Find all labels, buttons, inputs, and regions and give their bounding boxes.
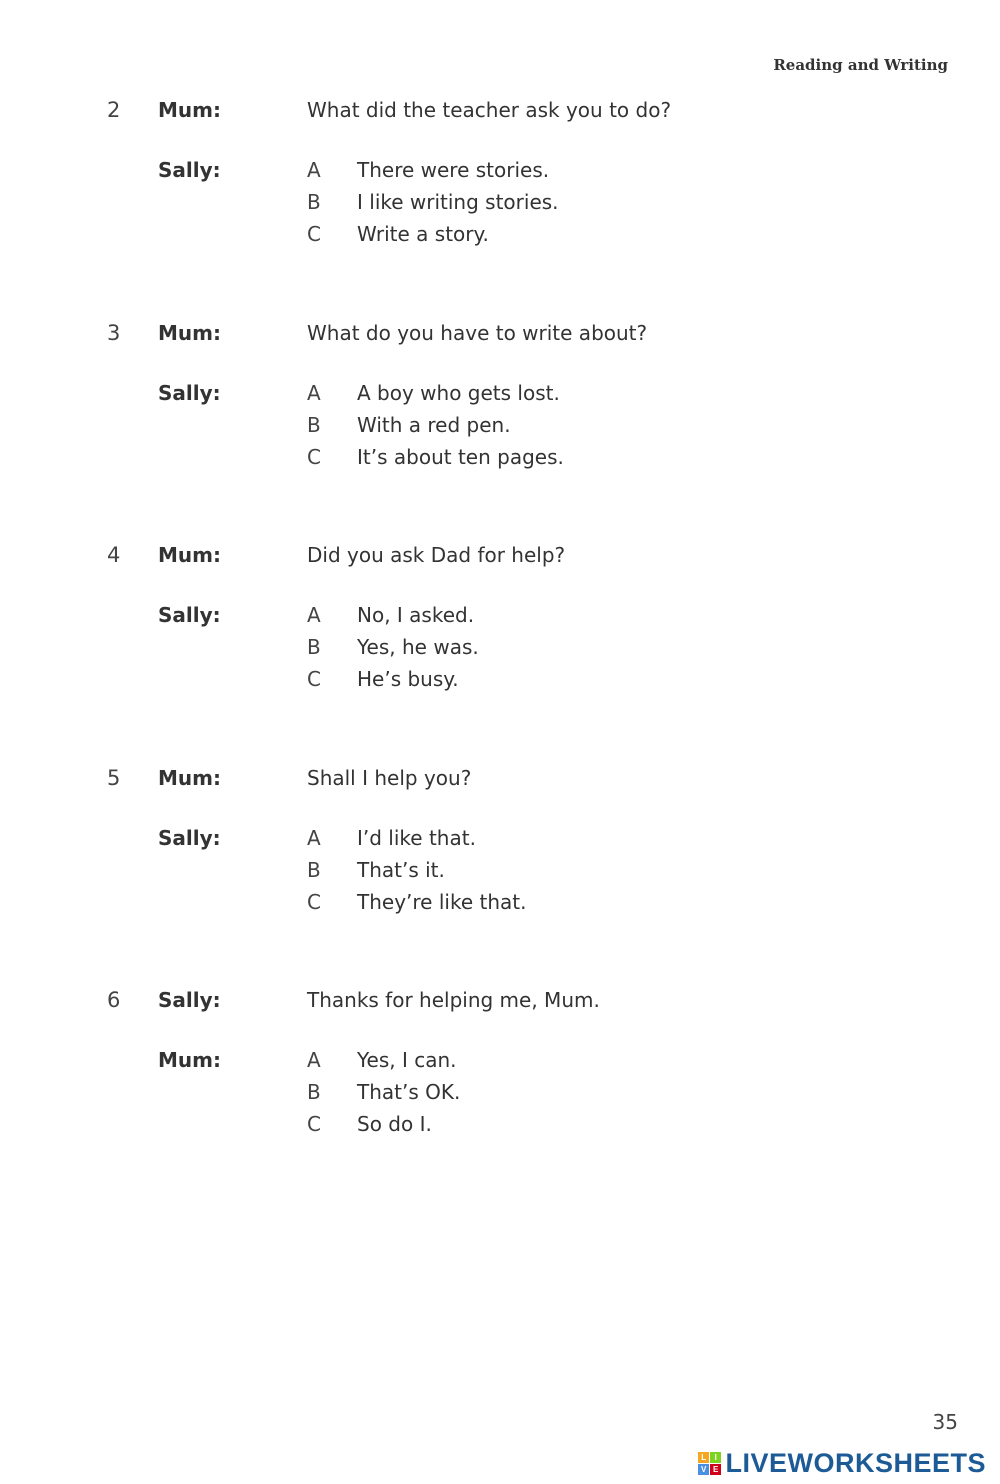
question-prompt: What did the teacher ask you to do? bbox=[307, 98, 672, 122]
speaker-name: Mum: bbox=[158, 543, 221, 567]
option-text: No, I asked. bbox=[357, 603, 475, 627]
option-letter: A bbox=[307, 603, 321, 627]
option-text: They’re like that. bbox=[357, 890, 527, 914]
question-number: 2 bbox=[107, 98, 121, 122]
option-text: Yes, he was. bbox=[357, 635, 479, 659]
answer-option[interactable] bbox=[307, 1048, 457, 1072]
responder-name: Mum: bbox=[158, 1048, 221, 1072]
speaker-name: Mum: bbox=[158, 766, 221, 790]
option-text: There were stories. bbox=[357, 158, 550, 182]
responder-name: Sally: bbox=[158, 381, 221, 405]
answer-option[interactable] bbox=[307, 381, 560, 405]
logo-square: I bbox=[710, 1452, 721, 1463]
option-letter: B bbox=[307, 190, 321, 214]
logo-square: V bbox=[698, 1464, 709, 1475]
answer-option[interactable] bbox=[307, 1080, 460, 1104]
option-letter: A bbox=[307, 381, 321, 405]
option-letter: B bbox=[307, 413, 321, 437]
option-letter: A bbox=[307, 1048, 321, 1072]
question-number: 3 bbox=[107, 321, 121, 345]
question-prompt: What do you have to write about? bbox=[307, 321, 648, 345]
option-letter: C bbox=[307, 667, 321, 691]
option-letter: B bbox=[307, 1080, 321, 1104]
answer-option[interactable] bbox=[307, 667, 459, 691]
section-title: Reading and Writing bbox=[773, 56, 948, 74]
answer-option[interactable] bbox=[307, 826, 476, 850]
option-text: Yes, I can. bbox=[357, 1048, 457, 1072]
responder-name: Sally: bbox=[158, 158, 221, 182]
logo-square: L bbox=[698, 1452, 709, 1463]
option-text: That’s it. bbox=[357, 858, 445, 882]
answer-option[interactable] bbox=[307, 603, 474, 627]
question-prompt: Thanks for helping me, Mum. bbox=[307, 988, 600, 1012]
answer-option[interactable] bbox=[307, 890, 526, 914]
question-number: 6 bbox=[107, 988, 121, 1012]
speaker-name: Mum: bbox=[158, 321, 221, 345]
answer-option[interactable] bbox=[307, 858, 445, 882]
option-text: I like writing stories. bbox=[357, 190, 559, 214]
answer-option[interactable] bbox=[307, 222, 489, 246]
answer-option[interactable] bbox=[307, 635, 479, 659]
brand-logo[interactable] bbox=[698, 1448, 986, 1479]
option-letter: C bbox=[307, 890, 321, 914]
responder-name: Sally: bbox=[158, 603, 221, 627]
liveworksheets-logo-icon bbox=[698, 1452, 721, 1475]
logo-square: E bbox=[710, 1464, 721, 1475]
question-number: 4 bbox=[107, 543, 121, 567]
option-letter: C bbox=[307, 222, 321, 246]
page-number: 35 bbox=[932, 1410, 958, 1434]
option-text: Write a story. bbox=[357, 222, 489, 246]
answer-option[interactable] bbox=[307, 413, 511, 437]
option-text: I’d like that. bbox=[357, 826, 476, 850]
option-text: A boy who gets lost. bbox=[357, 381, 560, 405]
answer-option[interactable] bbox=[307, 190, 559, 214]
option-letter: C bbox=[307, 1112, 321, 1136]
option-letter: A bbox=[307, 826, 321, 850]
option-letter: C bbox=[307, 445, 321, 469]
option-letter: B bbox=[307, 858, 321, 882]
responder-name: Sally: bbox=[158, 826, 221, 850]
brand-name: LIVEWORKSHEETS bbox=[725, 1448, 986, 1478]
speaker-name: Sally: bbox=[158, 988, 221, 1012]
option-text: So do I. bbox=[357, 1112, 432, 1136]
option-text: With a red pen. bbox=[357, 413, 511, 437]
answer-option[interactable] bbox=[307, 1112, 432, 1136]
question-prompt: Shall I help you? bbox=[307, 766, 472, 790]
speaker-name: Mum: bbox=[158, 98, 221, 122]
question-number: 5 bbox=[107, 766, 121, 790]
question-prompt: Did you ask Dad for help? bbox=[307, 543, 566, 567]
option-letter: A bbox=[307, 158, 321, 182]
option-text: It’s about ten pages. bbox=[357, 445, 564, 469]
answer-option[interactable] bbox=[307, 445, 564, 469]
option-text: That’s OK. bbox=[357, 1080, 461, 1104]
answer-option[interactable] bbox=[307, 158, 549, 182]
option-text: He’s busy. bbox=[357, 667, 459, 691]
option-letter: B bbox=[307, 635, 321, 659]
